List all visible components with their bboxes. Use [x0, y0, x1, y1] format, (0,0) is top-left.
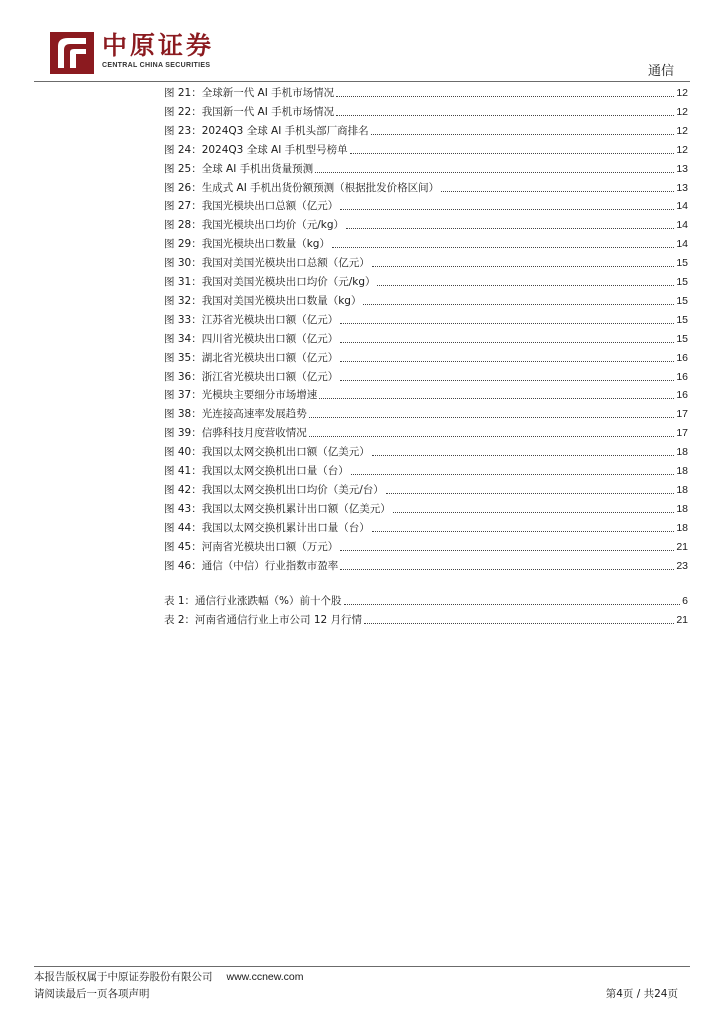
- toc-entry-label: 图 25：全球 AI 手机出货量预测: [164, 162, 314, 175]
- toc-entry-label: 图 37：光模块主要细分市场增速: [164, 389, 318, 402]
- toc-entry-label: 表 2：河南省通信行业上市公司 12 月行情: [164, 614, 363, 627]
- toc-figure-entry[interactable]: [164, 158, 688, 176]
- toc-figure-entry[interactable]: [164, 441, 688, 459]
- toc-dot-leader: [340, 550, 674, 551]
- toc-entry-label: 图 21：全球新一代 AI 手机市场情况: [164, 87, 335, 99]
- footer-page-info: 第4页 / 共24页: [605, 988, 678, 1000]
- toc-dot-leader: [372, 531, 675, 532]
- toc-dot-leader: [363, 304, 674, 305]
- toc-dot-leader: [309, 436, 675, 437]
- toc-entry-page: 18: [676, 465, 688, 477]
- toc-entry-label: 图 40：我国以太网交换机出口额（亿美元）: [164, 446, 370, 459]
- toc-entry-page: 16: [676, 370, 688, 383]
- toc-entry-label: 图 30：我国对美国光模块出口总额（亿元）: [164, 257, 370, 270]
- toc-figure-entry[interactable]: [164, 214, 688, 232]
- toc-entry-page: 13: [676, 162, 688, 175]
- toc-entry-label: 图 39：信骅科技月度营收情况: [164, 427, 307, 440]
- toc-entry-page: 17: [676, 427, 688, 440]
- toc-entry-page: 23: [676, 559, 688, 572]
- toc-dot-leader: [340, 209, 674, 210]
- toc-entry-label: 图 46：通信（中信）行业指数市盈率: [164, 559, 339, 572]
- toc-entry-page: 12: [676, 105, 688, 118]
- toc-entry-label: 表 1：通信行业涨跌幅（%）前十个股: [164, 595, 342, 608]
- footer-url[interactable]: www.ccnew.com: [226, 971, 304, 983]
- toc-dot-leader: [336, 115, 674, 116]
- toc-figure-entry[interactable]: [164, 328, 688, 346]
- toc-entry-page: 15: [676, 294, 688, 307]
- toc-dot-leader: [340, 569, 674, 570]
- toc-dot-leader: [364, 623, 674, 624]
- toc-figure-entry[interactable]: [164, 177, 688, 195]
- toc-entry-page: 21: [676, 614, 688, 627]
- toc-dot-leader: [386, 493, 675, 494]
- toc-dot-leader: [315, 172, 674, 173]
- toc-entry-page: 16: [676, 389, 688, 402]
- toc-entry-page: 18: [676, 483, 688, 496]
- toc-entry-page: 15: [676, 276, 688, 288]
- toc-entry-label: 图 26：生成式 AI 手机出货份额预测（根据批发价格区间）: [164, 181, 440, 194]
- toc-entry-label: 图 43：我国以太网交换机累计出口额（亿美元）: [164, 502, 391, 515]
- toc-entry-label: 图 35：湖北省光模块出口额（亿元）: [164, 351, 339, 364]
- logo-english-name: CENTRAL CHINA SECURITIES: [102, 62, 211, 69]
- toc-figure-entry[interactable]: [164, 252, 688, 270]
- toc-figure-entry[interactable]: [164, 517, 688, 535]
- toc-figure-entry[interactable]: [164, 403, 688, 421]
- toc-dot-leader: [340, 380, 674, 381]
- toc-entry-label: 图 42：我国以太网交换机出口均价（美元/台）: [164, 483, 384, 496]
- toc-figure-entry[interactable]: [164, 233, 688, 251]
- toc-dot-leader: [344, 604, 681, 605]
- toc-figure-entry[interactable]: [164, 498, 688, 516]
- footer-copyright-line: [34, 969, 304, 984]
- toc-table-entry[interactable]: [164, 590, 688, 608]
- toc-figure-entry[interactable]: [164, 479, 688, 497]
- toc-entry-label: 图 32：我国对美国光模块出口数量（kg）: [164, 294, 362, 307]
- toc-entry-label: 图 31：我国对美国光模块出口均价（元/kg）: [164, 276, 376, 288]
- toc-entry-label: 图 29：我国光模块出口数量（kg）: [164, 238, 330, 251]
- toc-dot-leader: [332, 247, 674, 248]
- toc-figure-entry[interactable]: [164, 139, 688, 157]
- toc-entry-page: 14: [676, 219, 688, 232]
- toc-dot-leader: [377, 285, 674, 286]
- toc-table-entry[interactable]: [164, 609, 688, 627]
- toc-dot-leader: [372, 266, 675, 267]
- section-title: 通信: [647, 64, 674, 79]
- footer-divider: [34, 966, 690, 967]
- toc-entry-page: 6: [682, 595, 688, 608]
- toc-dot-leader: [371, 134, 675, 135]
- toc-entry-label: 图 44：我国以太网交换机累计出口量（台）: [164, 521, 370, 534]
- toc-figure-entry[interactable]: [164, 271, 688, 289]
- toc-entry-label: 图 24：2024Q3 全球 AI 手机型号榜单: [164, 143, 348, 156]
- toc-figure-entry[interactable]: [164, 309, 688, 327]
- page-header: [0, 0, 724, 80]
- toc-entry-page: 18: [676, 502, 688, 515]
- toc-figure-entry[interactable]: [164, 347, 688, 365]
- logo-mark-icon: [50, 32, 94, 74]
- toc-entry-page: 12: [676, 87, 688, 99]
- logo-chinese-name: 中原证券: [102, 31, 215, 60]
- toc-entry-page: 13: [676, 181, 688, 194]
- toc-entry-page: 12: [676, 124, 688, 137]
- toc-entry-label: 图 36：浙江省光模块出口额（亿元）: [164, 370, 339, 383]
- toc-entry-page: 15: [676, 257, 688, 270]
- toc-entry-label: 图 22：我国新一代 AI 手机市场情况: [164, 105, 335, 118]
- toc-dot-leader: [340, 361, 674, 362]
- toc-entry-page: 18: [676, 446, 688, 459]
- toc-dot-leader: [346, 228, 674, 229]
- toc-entry-label: 图 33：江苏省光模块出口额（亿元）: [164, 313, 339, 326]
- toc-figure-entry[interactable]: [164, 460, 688, 478]
- toc-dot-leader: [351, 474, 675, 475]
- toc-figure-entry[interactable]: [164, 101, 688, 119]
- toc-dot-leader: [340, 342, 674, 343]
- toc-entry-label: 图 34：四川省光模块出口额（亿元）: [164, 332, 339, 345]
- toc-entry-page: 15: [676, 332, 688, 345]
- toc-entry-page: 18: [676, 521, 688, 534]
- toc-dot-leader: [441, 191, 674, 192]
- toc-dot-leader: [393, 512, 675, 513]
- footer-copyright: 本报告版权属于中原证券股份有限公司: [34, 971, 213, 983]
- toc-entry-label: 图 23：2024Q3 全球 AI 手机头部厂商排名: [164, 124, 369, 137]
- toc-entry-label: 图 27：我国光模块出口总额（亿元）: [164, 200, 339, 213]
- toc-figure-entry[interactable]: [164, 290, 688, 308]
- toc-entry-label: 图 28：我国光模块出口均价（元/kg）: [164, 219, 344, 232]
- toc-entry-page: 17: [676, 408, 688, 421]
- toc-entry-label: 图 41：我国以太网交换机出口量（台）: [164, 465, 349, 477]
- toc-figure-entry[interactable]: [164, 366, 688, 384]
- toc-figure-entry[interactable]: [164, 422, 688, 440]
- toc-entry-page: 16: [676, 351, 688, 364]
- toc-entry-page: 14: [676, 238, 688, 251]
- toc-dot-leader: [350, 153, 675, 154]
- toc-entry-page: 21: [676, 540, 688, 553]
- toc-figure-entry[interactable]: [164, 120, 688, 138]
- toc-entry-page: 14: [676, 200, 688, 213]
- toc-figure-entry[interactable]: [164, 195, 688, 213]
- toc-dot-leader: [336, 96, 674, 97]
- toc-entry-page: 15: [676, 313, 688, 326]
- toc-entry-label: 图 38：光连接高速率发展趋势: [164, 408, 307, 421]
- toc-figure-entry[interactable]: [164, 82, 688, 100]
- toc-figure-entry[interactable]: [164, 555, 688, 573]
- toc-figure-entry[interactable]: [164, 384, 688, 402]
- footer-disclaimer: 请阅读最后一页各项声明: [34, 988, 150, 1000]
- toc-entry-label: 图 45：河南省光模块出口额（万元）: [164, 540, 339, 553]
- toc-figure-entry[interactable]: [164, 536, 688, 554]
- toc-dot-leader: [319, 398, 674, 399]
- company-logo: [50, 32, 240, 74]
- toc-dot-leader: [372, 455, 675, 456]
- toc-dot-leader: [340, 323, 674, 324]
- toc-dot-leader: [309, 417, 675, 418]
- toc-entry-page: 12: [676, 143, 688, 156]
